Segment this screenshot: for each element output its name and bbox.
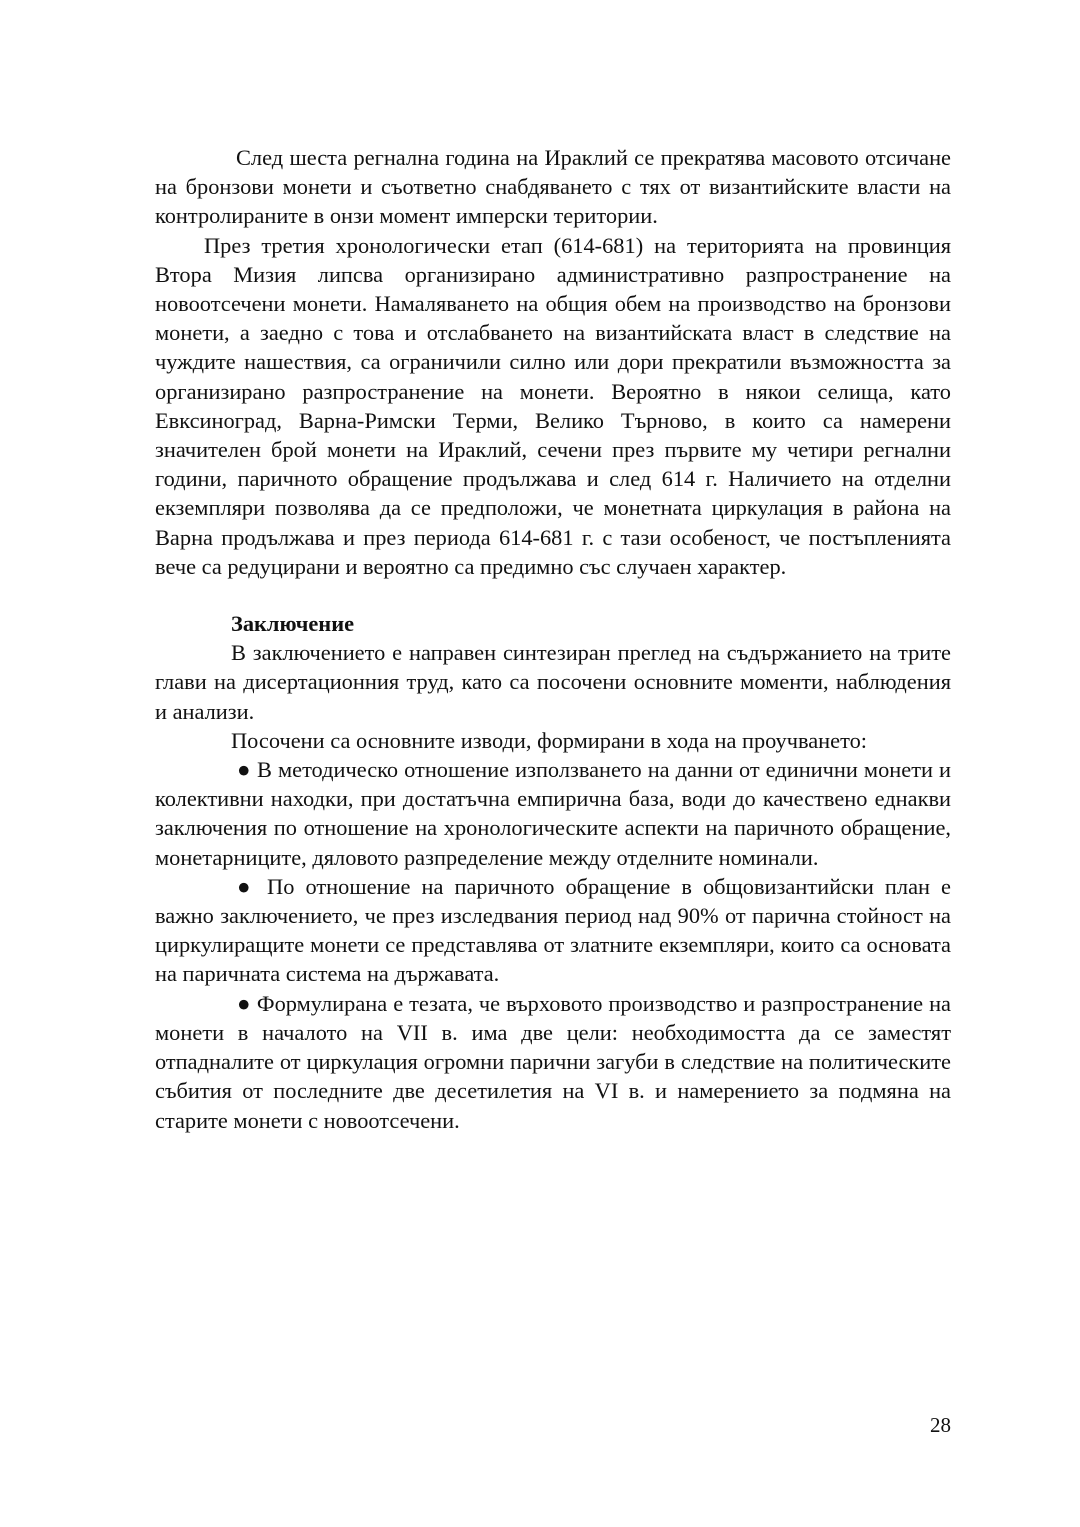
bullet-item-monetary-circulation: ● По отношение на паричното обращение в общовизантийски план е важно заключението, че през изследвания период над 90% от парична стойност на циркулиращите монети се представлява от златните екземпляри, които са основата на паричната система на държавата.: [155, 873, 951, 987]
section-heading-conclusion: Заключение: [231, 611, 355, 637]
paragraph-main-conclusions-intro: Посочени са основните изводи, формирани в хода на проучването:: [231, 727, 868, 753]
paragraph-conclusion-overview: В заключението е направен синтезиран преглед на съдържанието на трите глави на дисертационния труд, като са посочени основните моменти, наблюдения и анализи.: [155, 640, 951, 724]
bullet-item-methodology: ● В методическо отношение използването на данни от единични монети и колективни находки, при достатъчна емпирична база, води до качествено еднакви заключения по отношение на хронологическите аспекти на паричното обращение, монетарниците, дяловото разпределение между отделните номинали.: [155, 757, 951, 870]
page-number: 28: [930, 1413, 951, 1437]
paragraph-third-chronological-stage: През третия хронологически етап (614-681) на територията на провинция Втора Мизия липсва организирано административно разпространение на новоотсечени монети. Намаляването на общия обем на производство на бронзови монети, а заедно с това и отслабването на византийската власт в следствие на чуждите нашествия, са ограничили силно или дори прекратили възможността за организирано разпространение на монети. Вероятно в някои селища, като Евксиноград, Варна-Римски Терми, Велико Търново, в които са намерени значителен брой монети на Ираклий, сечени през първите му четири регнални години, паричното обращение продължава и след 614 г. Наличието на отделни екземпляри позволява да се предположи, че монетната циркулация в района на Варна продължава и през периода 614-681 г. с тази особеност, че постъпленията вече са редуцирани и вероятно са предимно със случаен характер.: [155, 232, 951, 579]
paragraph-heraclius-sixth-year: След шеста регнална година на Ираклий се прекратява масовото отсичане на бронзови монети и съответно снабдяването с тях от византийските власти на контролираните в онзи момент имперски територии.: [155, 145, 951, 229]
document-page: [155, 143, 951, 1135]
bullet-item-production-thesis: ● Формулирана е тезата, че върховото производство и разпространение на монети в началото на VII в. има две цели: необходимостта да се заместят отпадналите от циркулация огромни парични загуби в следствие на политическите събития от последните две десетилетия на VI в. и намерението за подмяна на старите монети с новоотсечени.: [155, 990, 951, 1133]
